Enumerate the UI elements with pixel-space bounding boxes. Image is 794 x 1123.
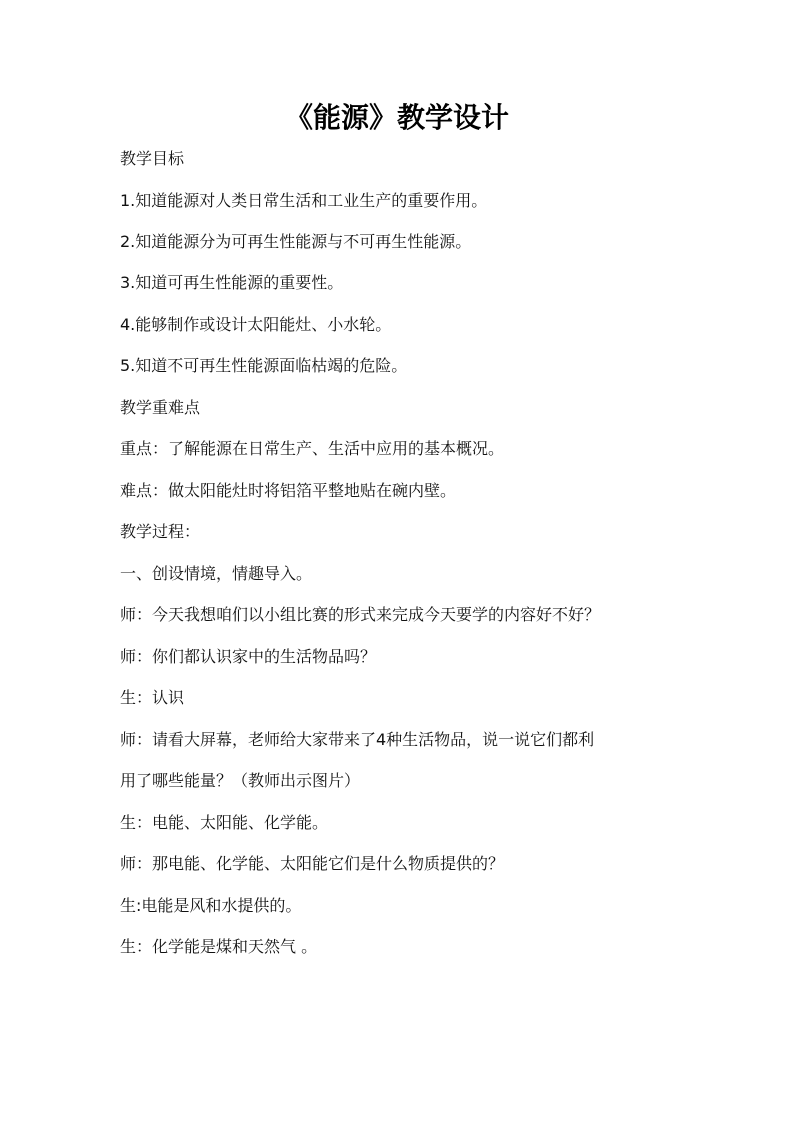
dialogue-line: 师：那电能、化学能、太阳能它们是什么物质提供的？: [120, 854, 505, 873]
dialogue-line: 师：今天我想咱们以小组比赛的形式来完成今天要学的内容好不好？: [120, 605, 601, 624]
difficult-point: 难点：做太阳能灶时将铝箔平整地贴在碗内壁。: [120, 481, 457, 500]
dialogue-line-continued: 用了哪些能量？（教师出示图片）: [120, 771, 361, 790]
objective-item-3: 3.知道可再生性能源的重要性。: [120, 273, 344, 292]
objective-item-2: 2.知道能源分为可再生性能源与不可再生性能源。: [120, 232, 472, 251]
dialogue-line: 生：电能、太阳能、化学能。: [120, 813, 329, 832]
process-step-heading: 一、创设情境，情趣导入。: [120, 564, 313, 583]
section-heading-objectives: 教学目标: [120, 149, 185, 168]
key-point: 重点：了解能源在日常生产、生活中应用的基本概况。: [120, 439, 505, 458]
dialogue-line: 师：你们都认识家中的生活物品吗？: [120, 647, 377, 666]
dialogue-line: 师：请看大屏幕，老师给大家带来了4种生活物品，说一说它们都利: [120, 730, 595, 749]
section-heading-process: 教学过程：: [120, 522, 201, 541]
dialogue-line: 生：认识: [120, 688, 185, 707]
objective-item-1: 1.知道能源对人类日常生活和工业生产的重要作用。: [120, 191, 488, 210]
objective-item-5: 5.知道不可再生性能源面临枯竭的危险。: [120, 356, 408, 375]
section-heading-key-points: 教学重难点: [120, 398, 201, 417]
objective-item-4: 4.能够制作或设计太阳能灶、小水轮。: [120, 315, 392, 334]
dialogue-line: 生：化学能是煤和天然气 。: [120, 937, 318, 956]
dialogue-line: 生:电能是风和水提供的。: [120, 896, 302, 915]
document-title: 《能源》教学设计: [284, 101, 509, 134]
